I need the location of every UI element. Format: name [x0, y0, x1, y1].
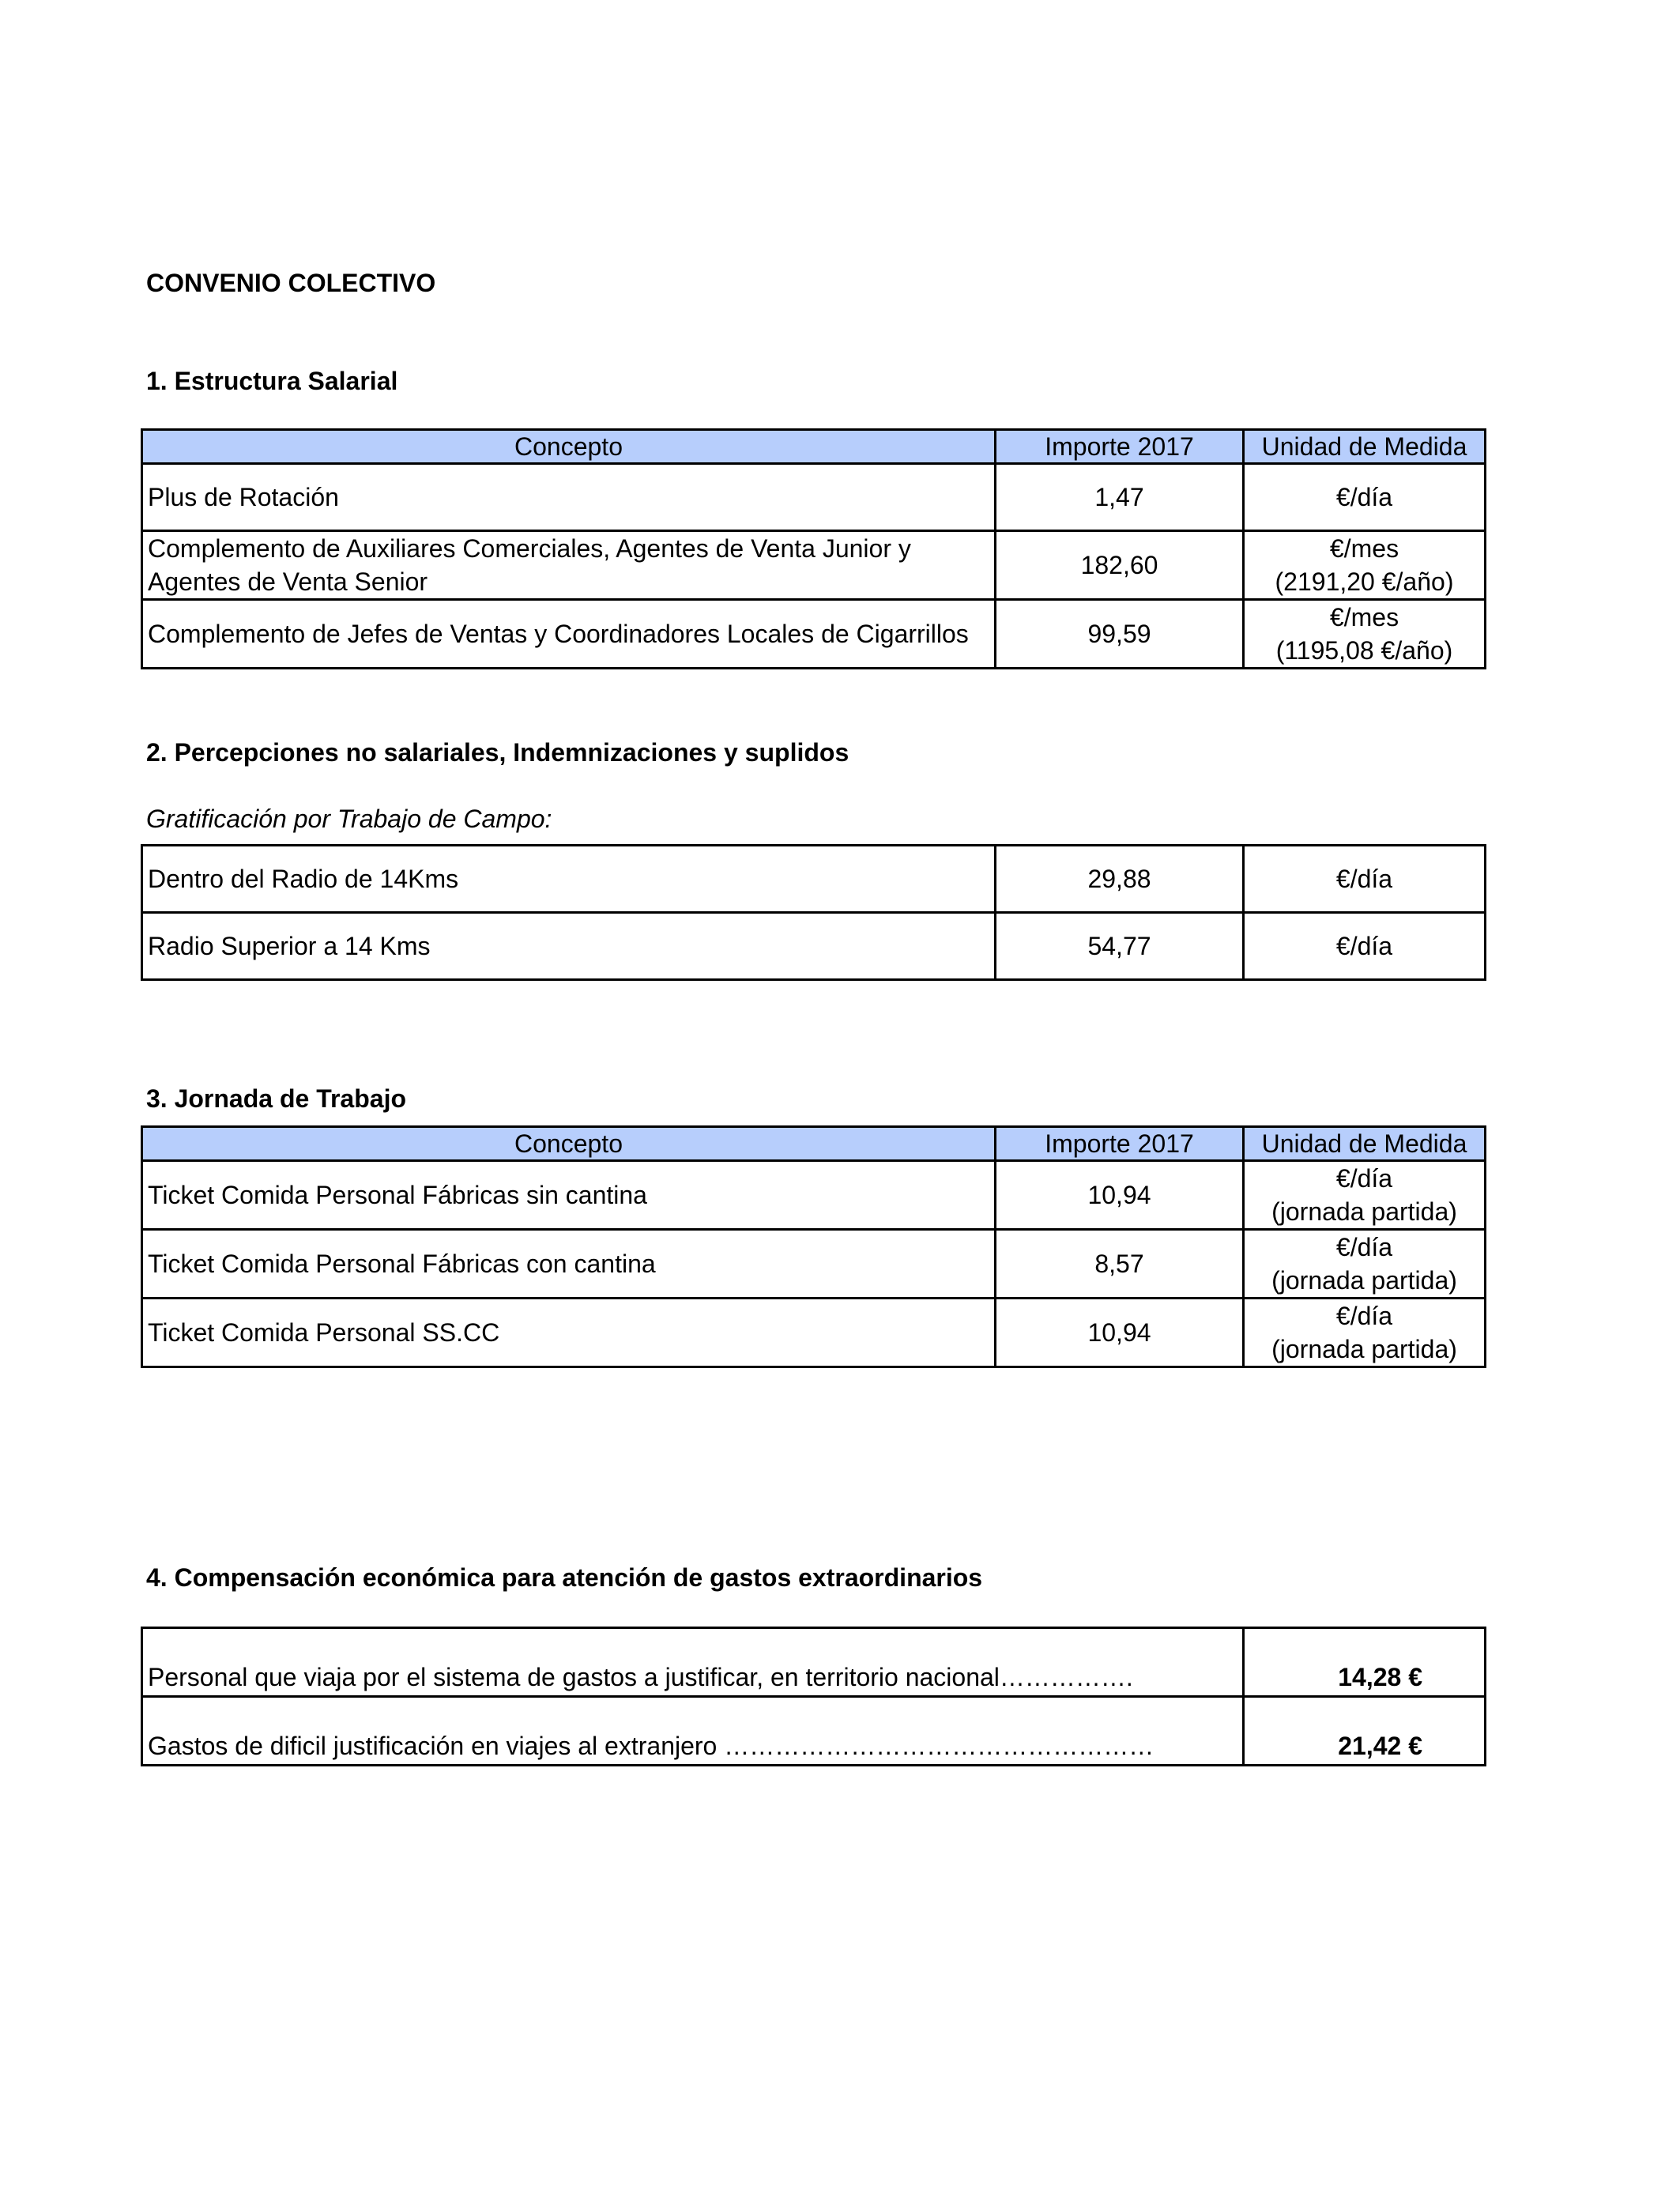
unit-line: €/mes — [1329, 534, 1399, 563]
table-row — [142, 913, 1486, 980]
row-amount: 14,28 € — [1244, 1628, 1486, 1697]
row-concept: Ticket Comida Personal SS.CC — [142, 1299, 996, 1367]
extraordinary-expenses-table — [141, 1627, 1486, 1766]
row-unit — [1244, 531, 1486, 600]
row-amount: 54,77 — [996, 913, 1244, 980]
table-header-row — [142, 430, 1486, 464]
unit-line-note: (jornada partida) — [1271, 1335, 1457, 1363]
document-title: CONVENIO COLECTIVO — [146, 269, 436, 297]
row-concept: Personal que viaja por el sistema de gastos a justificar, en territorio nacional……………. — [142, 1628, 1244, 1697]
unit-line-annual: (2191,20 €/año) — [1275, 567, 1454, 596]
row-amount: 1,47 — [996, 464, 1244, 531]
salary-structure-table — [141, 428, 1486, 669]
unit-line-annual: (1195,08 €/año) — [1275, 636, 1453, 665]
unit-line-note: (jornada partida) — [1271, 1266, 1457, 1295]
row-concept: Plus de Rotación — [142, 464, 996, 531]
row-unit: €/día — [1244, 846, 1486, 913]
row-unit — [1244, 1161, 1486, 1230]
row-concept: Ticket Comida Personal Fábricas sin cantina — [142, 1161, 996, 1230]
row-concept: Ticket Comida Personal Fábricas con cantina — [142, 1230, 996, 1299]
table-row — [142, 846, 1486, 913]
section-2-title: 2. Percepciones no salariales, Indemnizaciones y suplidos — [146, 738, 849, 767]
row-amount: 10,94 — [996, 1161, 1244, 1230]
field-work-table — [141, 844, 1486, 981]
row-amount: 29,88 — [996, 846, 1244, 913]
row-amount: 10,94 — [996, 1299, 1244, 1367]
column-header-concept: Concepto — [142, 1127, 996, 1161]
column-header-amount: Importe 2017 — [996, 1127, 1244, 1161]
row-unit — [1244, 1299, 1486, 1367]
row-unit — [1244, 600, 1486, 669]
row-concept: Complemento de Jefes de Ventas y Coordinadores Locales de Cigarrillos — [142, 600, 996, 669]
table-row — [142, 1161, 1486, 1230]
table-row — [142, 1299, 1486, 1367]
table-row — [142, 531, 1486, 600]
unit-line: €/mes — [1329, 603, 1399, 631]
unit-line: €/día — [1335, 1164, 1393, 1193]
row-unit: €/día — [1244, 913, 1486, 980]
row-amount: 8,57 — [996, 1230, 1244, 1299]
column-header-unit: Unidad de Medida — [1244, 430, 1486, 464]
table-header-row — [142, 1127, 1486, 1161]
section-3-title: 3. Jornada de Trabajo — [146, 1084, 406, 1113]
unit-line: €/día — [1335, 1302, 1393, 1330]
table-row — [142, 1628, 1486, 1697]
column-header-unit: Unidad de Medida — [1244, 1127, 1486, 1161]
row-unit — [1244, 1230, 1486, 1299]
row-amount: 21,42 € — [1244, 1697, 1486, 1766]
working-day-table — [141, 1125, 1486, 1368]
row-concept: Gastos de dificil justificación en viajes al extranjero …………………………………………… — [142, 1697, 1244, 1766]
unit-line: €/día — [1335, 483, 1393, 511]
column-header-amount: Importe 2017 — [996, 430, 1244, 464]
section-2-note: Gratificación por Trabajo de Campo: — [146, 805, 552, 833]
section-1-title: 1. Estructura Salarial — [146, 367, 398, 395]
table-row — [142, 1230, 1486, 1299]
unit-line: €/día — [1335, 1233, 1393, 1261]
table-row — [142, 1697, 1486, 1766]
row-concept: Dentro del Radio de 14Kms — [142, 846, 996, 913]
row-concept: Complemento de Auxiliares Comerciales, Agentes de Venta Junior y Agentes de Venta Senior — [142, 531, 996, 600]
unit-line-note: (jornada partida) — [1271, 1197, 1457, 1226]
row-unit — [1244, 464, 1486, 531]
table-row — [142, 464, 1486, 531]
section-4-title: 4. Compensación económica para atención de gastos extraordinarios — [146, 1563, 983, 1592]
row-amount: 99,59 — [996, 600, 1244, 669]
table-row — [142, 600, 1486, 669]
row-amount: 182,60 — [996, 531, 1244, 600]
row-concept: Radio Superior a 14 Kms — [142, 913, 996, 980]
column-header-concept: Concepto — [142, 430, 996, 464]
